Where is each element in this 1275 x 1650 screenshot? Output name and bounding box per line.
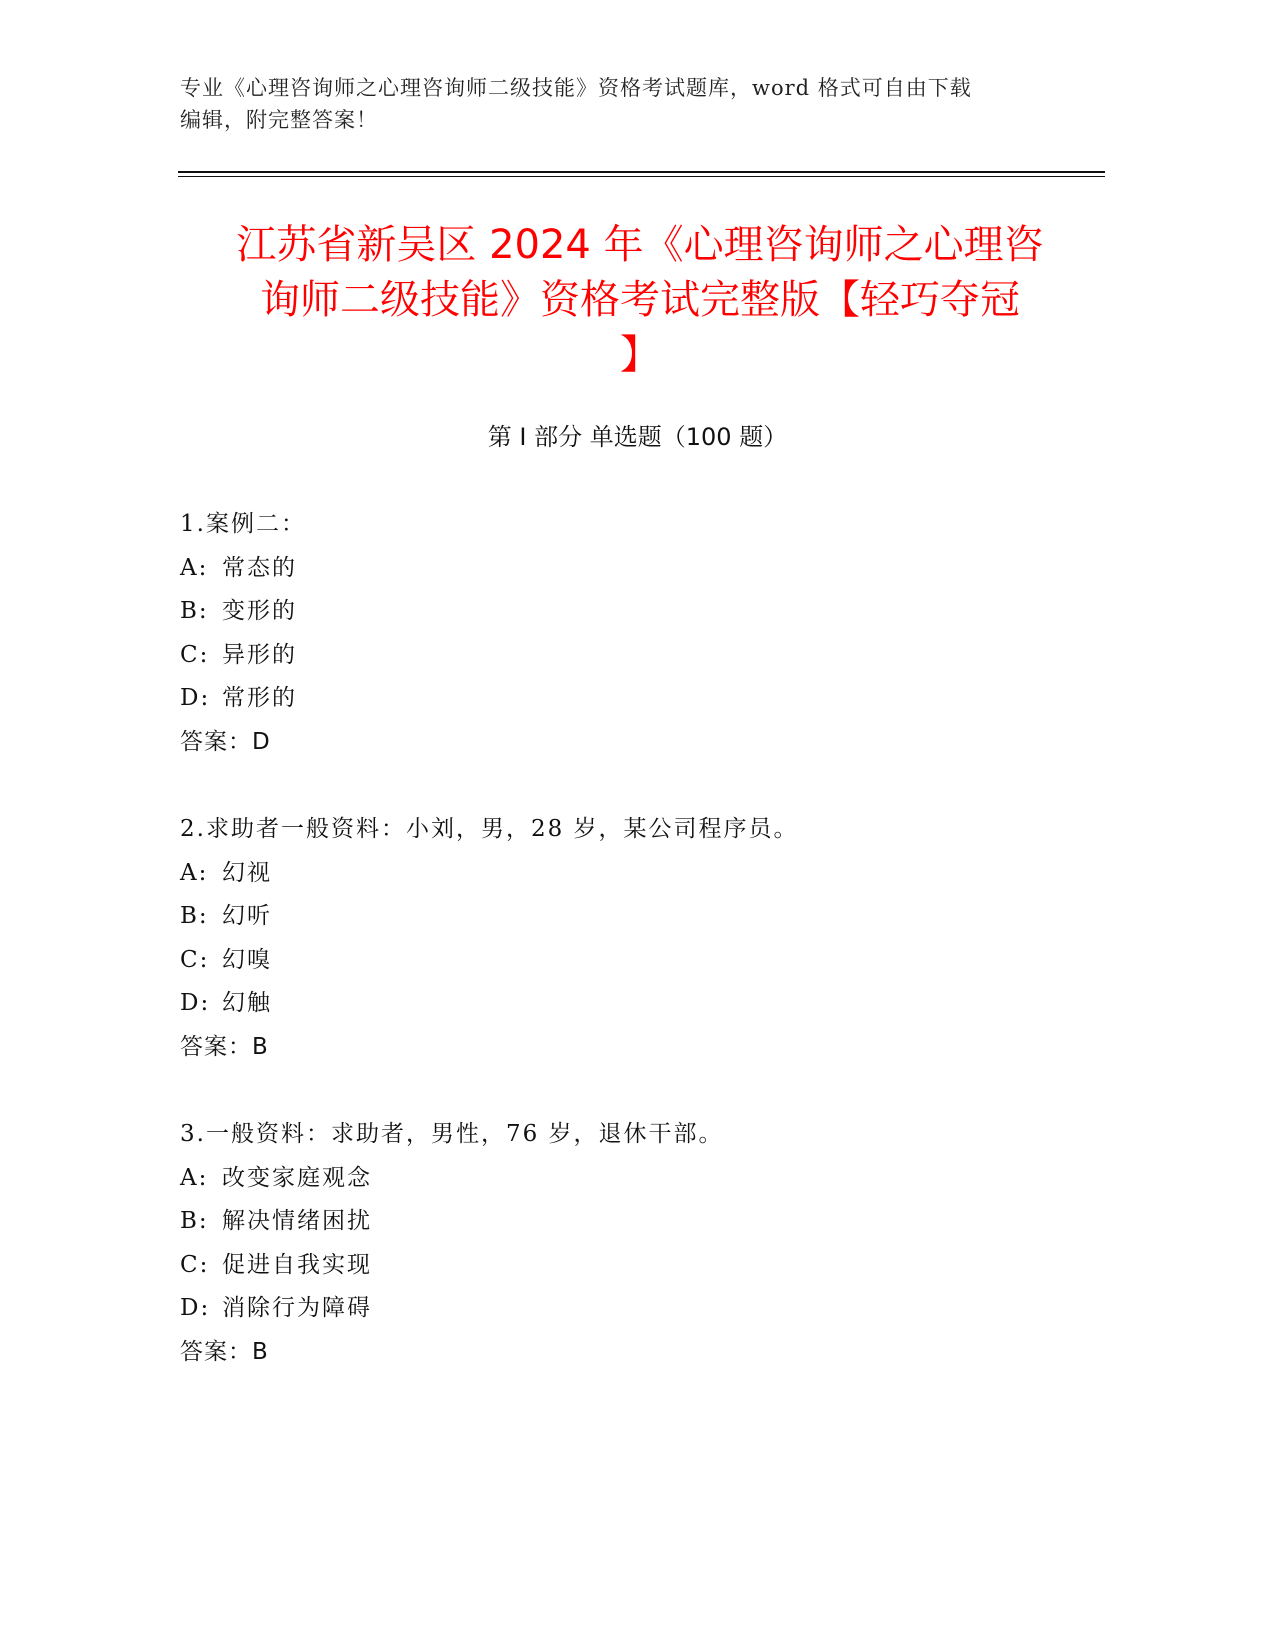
option-text: 常态的: [222, 554, 297, 581]
question-stem: 2.求助者一般资料：小刘，男，28 岁，某公司程序员。: [180, 816, 799, 842]
option-a: [180, 1157, 1080, 1201]
option-key: A:: [180, 1164, 209, 1191]
document-title: [160, 218, 1120, 383]
option-key: A:: [180, 859, 209, 886]
option-d: [180, 982, 1080, 1026]
question-1: [180, 503, 1080, 764]
option-key: C:: [180, 1251, 210, 1278]
option-c: [180, 939, 1080, 983]
option-text: 幻嗅: [222, 946, 272, 973]
option-text: 幻视: [222, 859, 272, 886]
option-key: B:: [180, 1208, 209, 1234]
option-d: [180, 677, 1080, 721]
question-3: [180, 1113, 1080, 1374]
option-key: C:: [180, 946, 210, 973]
option-b: [180, 1200, 1080, 1244]
option-text: 促进自我实现: [222, 1251, 372, 1278]
option-b: [180, 895, 1080, 939]
question-stem: 1.案例二：: [180, 511, 306, 537]
section-heading: 第 I 部分 单选题（100 题）: [487, 423, 788, 451]
option-c: [180, 634, 1080, 678]
title-line-1: 江苏省新吴区 2024 年《心理咨询师之心理咨: [236, 222, 1044, 268]
header-note: [180, 72, 1060, 136]
option-c: [180, 1244, 1080, 1288]
option-key: D:: [180, 990, 211, 1016]
option-key: C:: [180, 641, 210, 668]
option-key: B:: [180, 598, 209, 624]
option-text: 解决情绪困扰: [222, 1208, 372, 1234]
option-a: [180, 852, 1080, 896]
option-key: D:: [180, 685, 211, 711]
question-2: [180, 808, 1080, 1069]
option-text: 变形的: [222, 598, 297, 624]
answer-line: 答案：B: [180, 1033, 269, 1060]
header-note-line-2: 编辑，附完整答案！: [180, 108, 378, 132]
option-key: A:: [180, 554, 209, 581]
question-stem: 3.一般资料：求助者，男性，76 岁，退休干部。: [180, 1121, 724, 1147]
option-key: D:: [180, 1295, 211, 1321]
option-text: 异形的: [222, 641, 297, 668]
option-text: 幻听: [222, 903, 272, 929]
header-divider-thin: [178, 176, 1105, 177]
option-a: [180, 547, 1080, 591]
header-note-line-1: 专业《心理咨询师之心理咨询师二级技能》资格考试题库，word 格式可自由下载: [180, 76, 972, 100]
option-text: 消除行为障碍: [222, 1295, 372, 1321]
option-text: 改变家庭观念: [222, 1164, 372, 1191]
option-d: [180, 1287, 1080, 1331]
title-line-3: 】: [620, 332, 660, 378]
title-line-2: 询师二级技能》资格考试完整版【轻巧夺冠: [260, 277, 1020, 323]
answer-line: 答案：B: [180, 1338, 269, 1365]
option-text: 常形的: [222, 685, 297, 711]
option-key: B:: [180, 903, 209, 929]
option-text: 幻触: [222, 990, 272, 1016]
option-b: [180, 590, 1080, 634]
answer-line: 答案：D: [180, 728, 271, 755]
header-divider-thick: [178, 171, 1105, 173]
